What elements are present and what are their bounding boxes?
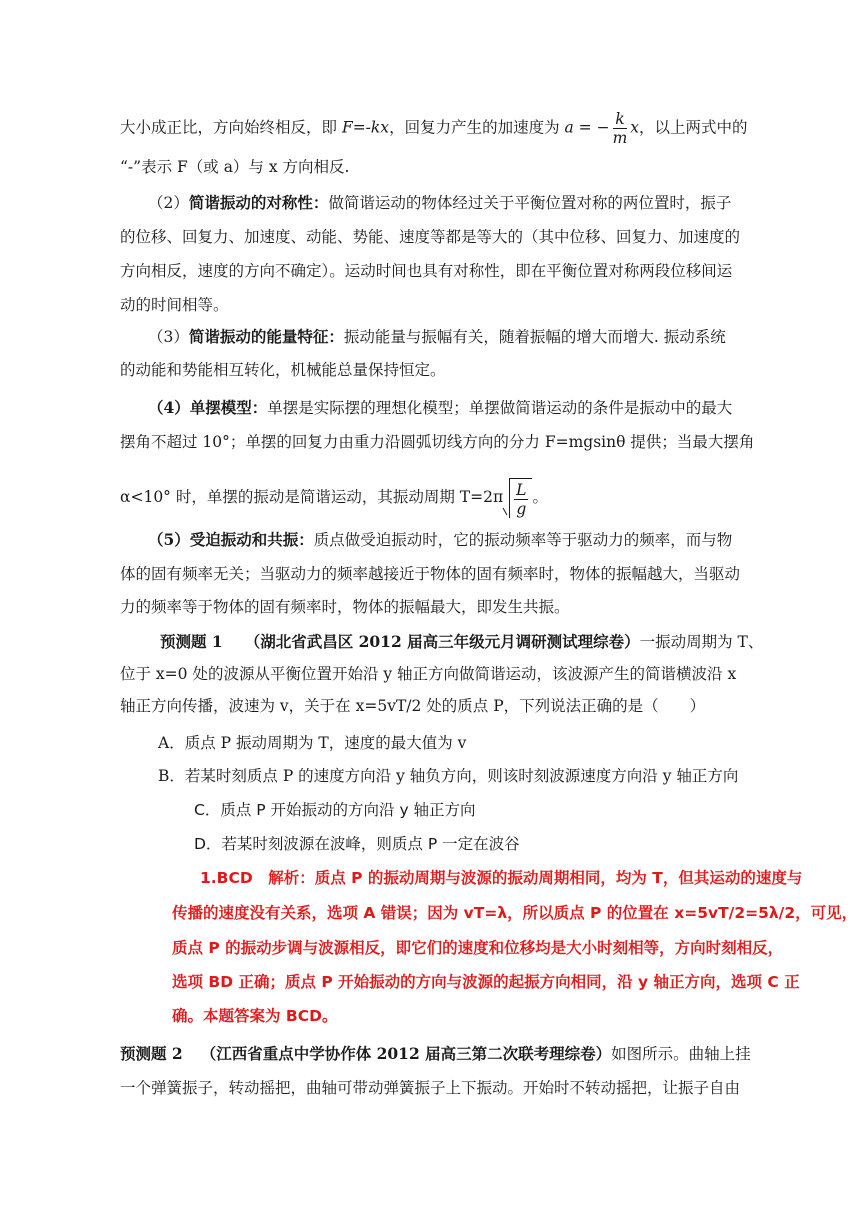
accel-formula: a = − [564,118,610,137]
p4-line1 [148,398,732,418]
question-label: 预测题 1 [160,632,223,651]
p5-line1 [148,530,732,550]
p2-line4: 动的时间相等。 [120,296,229,314]
force-formula: F=-kx [341,118,390,137]
text: ，以上两式中的 [639,118,748,137]
frac-num: k [613,110,628,129]
question-label: 预测题 2 [120,1044,183,1063]
p2-line3: 方向相反，速度的方向不确定）。运动时间也具有对称性，即在平衡位置对称两段位移间运 [120,262,733,280]
answer-line4: 选项 BD 正确；质点 P 开始振动的方向与波源的起振方向相同，沿 y 轴正方向，选项 C 正 [172,973,800,991]
p2-line2: 的位移、回复力、加速度、动能、势能、速度等都是等大的（其中位移、回复力、加速度的 [120,228,741,246]
p2-line1 [148,193,731,213]
p4-line3 [120,478,548,518]
text: ，回复力产生的加速度为 [389,118,565,137]
answer-line3: 质点 P 的振动步调与波源相反，即它们的速度和位移均是大小时刻相等，方向时刻相反， [172,939,784,957]
question-source: （湖北省武昌区 2012 届高三年级元月调研测试理综卷） [244,632,640,651]
text: 单摆是实际摆的理想化模型；单摆做简谐运动的条件是振动中的最大 [267,399,733,417]
text: 做简谐运动的物体经过关于平衡位置对称的两位置时，振子 [328,194,732,212]
text: 。 [532,488,548,506]
q2-line2: 一个弹簧振子，转动摇把，曲轴可带动弹簧振子上下振动。开始时不转动摇把，让振子自由 [120,1079,741,1097]
para-heading: 简谐振动的对称性： [188,193,329,212]
option-d: D．若某时刻波源在波峰，则质点 P 一定在波谷 [194,835,520,853]
para-heading: （4）单摆模型： [148,398,268,417]
text: α<10° 时，单摆的振动是简谐运动，其振动周期 T=2π [120,488,504,506]
text: 如图所示。曲轴上挂 [611,1045,751,1063]
option-a: A．质点 P 振动周期为 T，速度的最大值为 v [158,734,467,752]
para-heading: （5）受迫振动和共振： [148,530,314,549]
p3-line1 [148,327,726,347]
var-x: x [630,118,640,137]
para-number: （2） [148,194,189,212]
option-c: C．质点 P 开始振动的方向沿 y 轴正方向 [194,801,476,819]
answer-line2: 传播的速度没有关系，选项 A 错误；因为 vT=λ，所以质点 P 的位置在 x=5vT/2=5λ/2，可见， [172,904,858,922]
frac-den: m [612,129,628,147]
p4-line2: 摆角不超过 10°；单摆的回复力由重力沿圆弧切线方向的分力 F=mgsinθ 提供；当最大摆角 [120,433,755,451]
para-number: （3） [148,328,189,346]
fraction-k-m [613,110,628,147]
answer-line5: 确。本题答案为 BCD。 [172,1007,338,1025]
q2-line1 [120,1044,751,1064]
p5-line3: 力的频率等于物体的固有频率时，物体的振幅最大，即发生共振。 [120,598,570,616]
text: 质点做受迫振动时，它的振动频率等于驱动力的频率，而与物 [313,531,733,549]
p1-line1 [120,110,748,147]
sqrt-L-over-g [503,478,532,518]
p3-line2: 的动能和势能相互转化，机械能总量保持恒定。 [120,361,446,379]
q1-line1 [160,632,763,652]
q1-line3: 轴正方向传播，波速为 v，关于在 x=5vT/2 处的质点 P，下列说法正确的是（ ） [120,697,706,715]
para-heading: 简谐振动的能量特征： [188,327,344,346]
q1-line2: 位于 x=0 处的波源从平衡位置开始沿 y 轴正方向做简谐运动，该波源产生的简谐横波沿 x [120,665,737,683]
frac-den: g [516,500,527,518]
answer-line1: 1.BCD 解析：质点 P 的振动周期与波源的振动周期相同，均为 T，但其运动的速度与 [200,869,803,887]
frac-num: L [516,481,527,499]
text: 大小成正比，方向始终相反，即 [120,118,342,137]
question-source: （江西省重点中学协作体 2012 届高三第二次联考理综卷） [200,1044,612,1063]
text: 振动能量与振幅有关，随着振幅的增大而增大. 振动系统 [343,328,726,346]
text: 一振动周期为 T、 [639,633,764,651]
p1-line2: “-”表示 F（或 a）与 x 方向相反. [120,158,350,176]
option-b: B．若某时刻质点 P 的速度方向沿 y 轴负方向，则该时刻波源速度方向沿 y 轴正方向 [158,767,739,785]
p5-line2: 体的固有频率无关；当驱动力的频率越接近于物体的固有频率时，物体的振幅越大，当驱动 [120,565,741,583]
